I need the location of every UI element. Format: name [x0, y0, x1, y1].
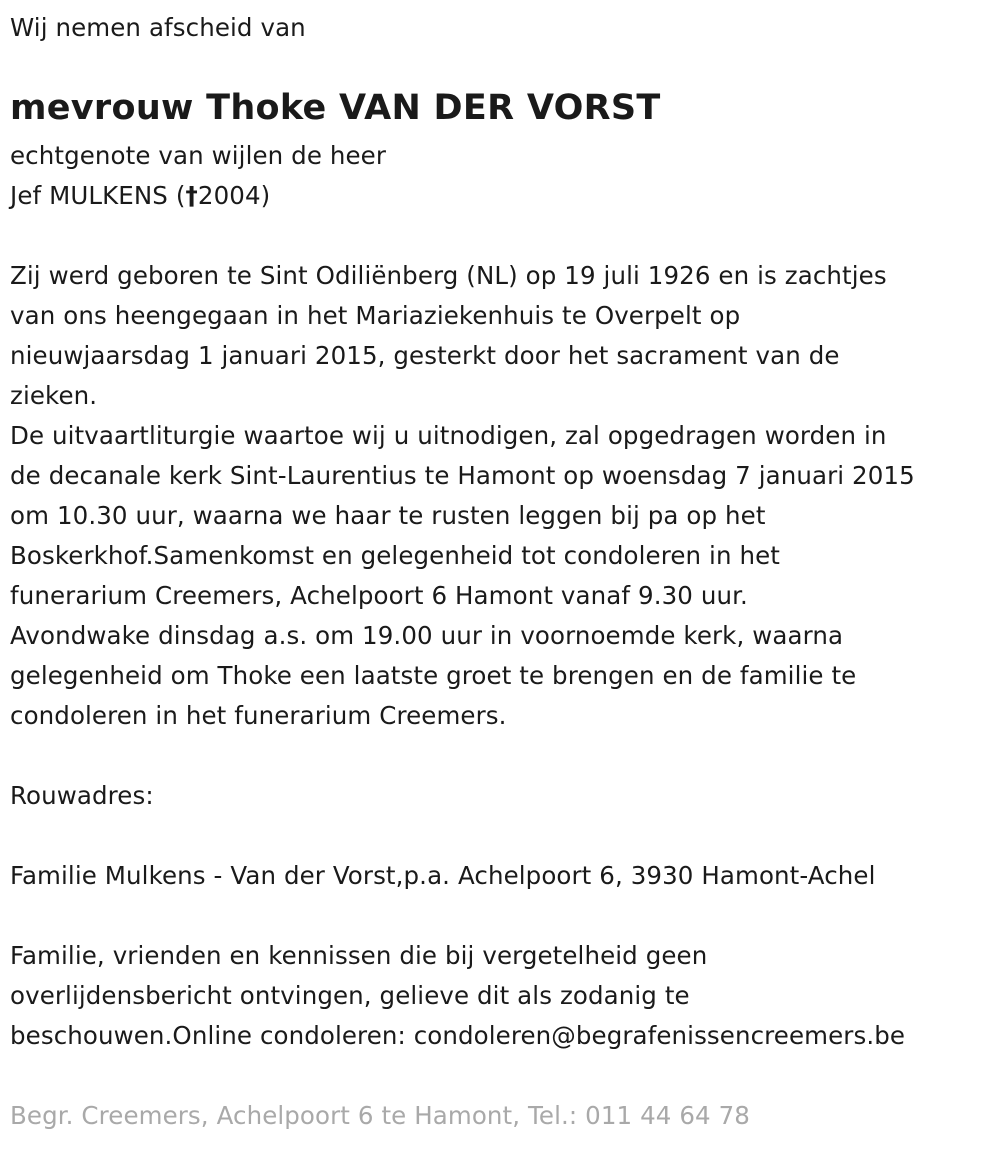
spouse-line-2 — [10, 176, 990, 216]
spacer — [10, 896, 990, 936]
funeral-home-footer: Begr. Creemers, Achelpoort 6 te Hamont, Tel.: 011 44 64 78 — [10, 1101, 750, 1130]
spouse-death-year: 2004) — [197, 181, 271, 210]
body-line: funerarium Creemers, Achelpoort 6 Hamont vanaf 9.30 uur. — [10, 581, 748, 610]
body-line: de decanale kerk Sint-Laurentius te Hamont op woensdag 7 januari 2015 — [10, 461, 915, 490]
announcement-body — [10, 256, 990, 736]
body-line: zieken. — [10, 381, 98, 410]
body-line: om 10.30 uur, waarna we haar te rusten leggen bij pa op het — [10, 501, 766, 530]
body-line: gelegenheid om Thoke een laatste groet te brengen en de familie te — [10, 661, 857, 690]
spacer — [10, 216, 990, 256]
body-line: De uitvaartliturgie waartoe wij u uitnodigen, zal opgedragen worden in — [10, 421, 887, 450]
intro-text: Wij nemen afscheid van — [10, 13, 306, 42]
deceased-name: mevrouw Thoke VAN DER VORST — [10, 88, 661, 128]
body-line: Zij werd geboren te Sint Odiliënberg (NL) op 19 juli 1926 en is zachtjes — [10, 261, 887, 290]
closing-line: overlijdensbericht ontvingen, gelieve dit als zodanig te — [10, 981, 690, 1010]
body-line: nieuwjaarsdag 1 januari 2015, gesterkt door het sacrament van de — [10, 341, 840, 370]
spacer — [10, 816, 990, 856]
spouse-name: Jef MULKENS ( — [10, 181, 186, 210]
cross-icon: † — [185, 181, 198, 210]
body-line: van ons heengegaan in het Mariaziekenhuis te Overpelt op — [10, 301, 741, 330]
closing-line: Familie, vrienden en kennissen die bij vergetelheid geen — [10, 941, 708, 970]
mourning-address: Familie Mulkens - Van der Vorst,p.a. Achelpoort 6, 3930 Hamont-Achel — [10, 861, 876, 890]
address-label: Rouwadres: — [10, 781, 154, 810]
spacer — [10, 1056, 990, 1096]
body-line: Boskerkhof.Samenkomst en gelegenheid tot condoleren in het — [10, 541, 780, 570]
body-line: condoleren in het funerarium Creemers. — [10, 701, 507, 730]
body-line: Avondwake dinsdag a.s. om 19.00 uur in voornoemde kerk, waarna — [10, 621, 844, 650]
closing-line: beschouwen.Online condoleren: condoleren@begrafenissencreemers.be — [10, 1021, 906, 1050]
spacer — [10, 736, 990, 776]
closing-note — [10, 936, 990, 1056]
spouse-line-1: echtgenote van wijlen de heer — [10, 141, 387, 170]
